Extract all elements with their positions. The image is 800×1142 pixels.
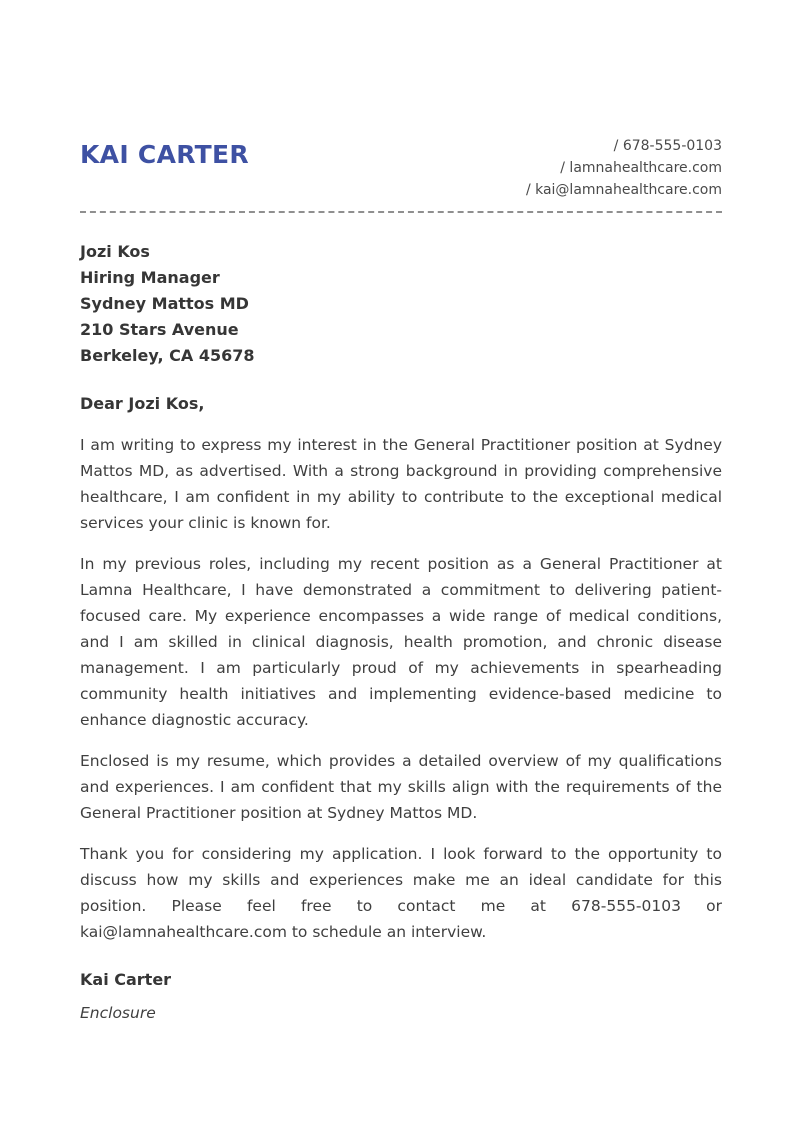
contact-phone: / 678-555-0103 [613, 138, 722, 154]
contact-website: / lamnahealthcare.com [560, 160, 722, 176]
contact-block [526, 135, 722, 201]
recipient-company: Sydney Mattos MD [80, 294, 249, 313]
dashed-divider [80, 211, 722, 213]
recipient-block [80, 239, 722, 369]
paragraph-closing: Thank you for considering my application. I look forward to the opportunity to discuss how my skills and experiences make me an ideal candidate for this position. Please feel free to contact me at 678-555-0103 or kai@lamnahealthcare.com to schedule an interview. [80, 845, 722, 941]
greeting: Dear Jozi Kos, [80, 394, 205, 413]
enclosure-note: Enclosure [80, 1004, 156, 1022]
recipient-city: Berkeley, CA 45678 [80, 346, 255, 365]
recipient-title: Hiring Manager [80, 268, 220, 287]
letter-header [80, 135, 722, 201]
recipient-street: 210 Stars Avenue [80, 320, 239, 339]
contact-email: / kai@lamnahealthcare.com [525, 182, 722, 198]
sender-name: KAI CARTER [80, 140, 249, 169]
paragraph-intro: I am writing to express my interest in the General Practitioner position at Sydney Mattos MD, as advertised. With a strong background in providing comprehensive healthcare, I am confident in my ability to contribute to the exceptional medical services your clinic is known for. [80, 436, 722, 532]
recipient-name: Jozi Kos [80, 242, 150, 261]
paragraph-resume: Enclosed is my resume, which provides a detailed overview of my qualifications and experiences. I am confident that my skills align with the requirements of the General Practitioner position at Sydney Mattos MD. [80, 752, 722, 822]
signature-name: Kai Carter [80, 970, 172, 989]
paragraph-experience: In my previous roles, including my recent position as a General Practitioner at Lamna Healthcare, I have demonstrated a commitment to delivering patient-focused care. My experience encompasses a wide range of medical conditions, and I am skilled in clinical diagnosis, health promotion, and chronic disease management. I am particularly proud of my achievements in spearheading community health initiatives and implementing evidence-based medicine to enhance diagnostic accuracy. [80, 555, 722, 729]
